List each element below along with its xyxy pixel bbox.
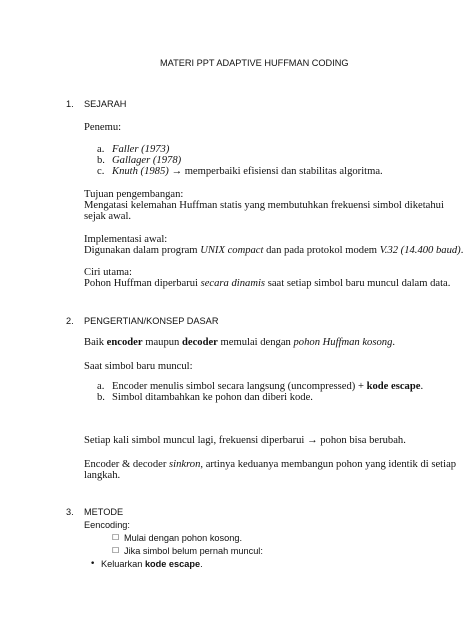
ciri-em: secara dinamis	[200, 278, 266, 289]
missing-glyph-icon: ☐	[112, 533, 120, 542]
bullet-pre: Keluarkan	[101, 559, 145, 569]
item-a-marker: a.	[97, 381, 105, 392]
saat-label: Saat simbol baru muncul:	[84, 361, 193, 372]
impl-mid: dan pada protokol modem	[263, 245, 380, 256]
penemu-c	[112, 166, 383, 179]
penemu-b-name: Gallager (1978)	[112, 155, 182, 166]
ciri-text	[84, 278, 450, 291]
section-1-heading: SEJARAH	[84, 99, 127, 109]
encdec-line-2: langkah.	[84, 470, 121, 481]
impl-modem: V.32 (14.400 baud)	[379, 245, 461, 256]
impl-program: UNIX compact	[200, 245, 264, 256]
impl-end: .	[460, 245, 464, 256]
encdec-post: , artinya keduanya membangun pohon yang identik di setiap	[200, 459, 457, 470]
baik-mid: maupun	[142, 337, 182, 348]
implementasi-text	[84, 245, 463, 258]
penemu-a-name: Faller (1973)	[112, 144, 170, 155]
section-2-number: 2.	[66, 316, 74, 326]
section-1-number: 1.	[66, 99, 74, 109]
item-b-text: Simbol ditambahkan ke pohon dan diberi kode.	[112, 392, 313, 403]
section-3-heading: METODE	[84, 507, 124, 517]
missing-glyph-icon: ☐	[112, 546, 120, 555]
document-title: MATERI PPT ADAPTIVE HUFFMAN CODING	[160, 58, 349, 68]
ciri-post: saat setiap simbol baru muncul dalam data.	[265, 278, 451, 289]
baik-decoder: decoder	[182, 337, 218, 348]
item-a-pre: Encoder menulis simbol secara langsung (uncompressed) +	[112, 381, 367, 392]
penemu-b-marker: b.	[97, 155, 105, 166]
encdec-line-1	[84, 459, 456, 472]
baik-end: .	[392, 337, 396, 348]
baik-mid2: memulai dengan	[217, 337, 294, 348]
tujuan-line-2: sejak awal.	[84, 211, 132, 222]
section-2-heading: PENGERTIAN/KONSEP DASAR	[84, 316, 219, 326]
setiap-text: Setiap kali simbol muncul lagi, frekuensi diperbarui → pohon bisa berubah.	[84, 435, 406, 446]
item-a-bold: kode escape	[366, 381, 421, 392]
eencoding-label: Eencoding:	[84, 520, 130, 530]
impl-pre: Digunakan dalam program	[84, 245, 201, 256]
baik-em: pohon Huffman kosong	[293, 337, 393, 348]
baik-pre: Baik	[84, 337, 107, 348]
bullet-end: .	[200, 559, 203, 569]
bullet-bold: kode escape	[144, 559, 201, 569]
penemu-c-marker: c.	[97, 166, 105, 177]
penemu-c-rest: → memperbaiki efisiensi dan stabilitas algoritma.	[168, 166, 383, 177]
section-3-number: 3.	[66, 507, 74, 517]
penemu-label: Penemu:	[84, 122, 122, 133]
bullet-icon: •	[90, 559, 96, 569]
penemu-a-marker: a.	[97, 144, 105, 155]
metode-item-2: Jika simbol belum pernah muncul:	[124, 546, 263, 556]
item-b-marker: b.	[97, 392, 105, 403]
implementasi-label: Implementasi awal:	[84, 234, 168, 245]
tujuan-line-1: Mengatasi kelemahan Huffman statis yang membutuhkan frekuensi simbol diketahui	[84, 200, 444, 211]
metode-item-1: Mulai dengan pohon kosong.	[124, 533, 242, 543]
baik-text	[84, 337, 395, 350]
ciri-label: Ciri utama:	[84, 267, 132, 278]
baik-encoder: encoder	[106, 337, 143, 348]
item-a-end: .	[420, 381, 424, 392]
ciri-pre: Pohon Huffman diperbarui	[84, 278, 201, 289]
penemu-c-name: Knuth (1985)	[112, 166, 169, 177]
tujuan-label: Tujuan pengembangan:	[84, 189, 184, 200]
encdec-em: sinkron	[169, 459, 201, 470]
metode-bullet-text	[101, 559, 203, 570]
encdec-pre: Encoder & decoder	[84, 459, 170, 470]
